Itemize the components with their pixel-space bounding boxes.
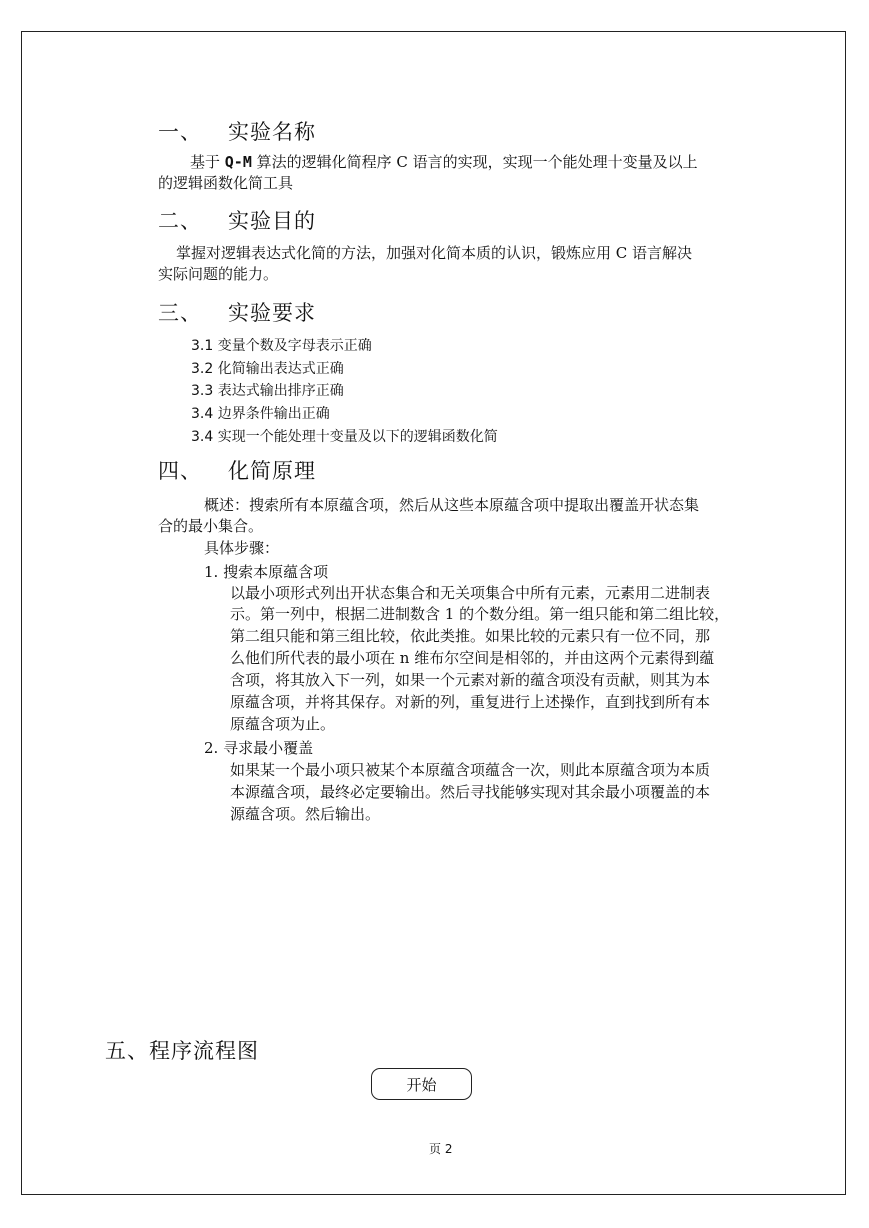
step1-line: 原蕴含项为止。	[230, 715, 336, 733]
section-heading-2	[158, 205, 316, 235]
overview-line1: 概述：搜索所有本原蕴含项，然后从这些本原蕴含项中提取出覆盖开状态集	[204, 496, 700, 514]
section-title: 实验目的	[228, 209, 316, 233]
purpose-line2: 实际问题的能力。	[158, 265, 279, 283]
requirement-item: 3.3 表达式输出排序正确	[191, 383, 344, 399]
section-heading-4	[158, 455, 316, 485]
section-heading-1	[158, 116, 316, 146]
steps-label: 具体步骤：	[204, 539, 280, 557]
step1-title: 1. 搜索本原蕴含项	[204, 563, 329, 581]
text-fragment: 算法的逻辑化简程序 C 语言的实现，实现一个能处理十变量及以上	[251, 153, 698, 171]
section-heading-3	[158, 297, 316, 327]
step2-line: 本源蕴含项，最终必定要输出。然后寻找能够实现对其余最小项覆盖的本	[230, 783, 711, 801]
section-number: 二、	[158, 209, 202, 233]
step1-line: 原蕴含项，并将其保存。对新的列，重复进行上述操作，直到找到所有本	[230, 693, 711, 711]
text-fragment: 基于	[190, 153, 225, 171]
step2-line: 如果某一个最小项只被某个本原蕴含项蕴含一次，则此本原蕴含项为本质	[230, 761, 711, 779]
section-title: 实验要求	[228, 301, 316, 325]
purpose-line1: 掌握对逻辑表达式化简的方法，加强对化简本质的认识，锻炼应用 C 语言解决	[176, 244, 693, 262]
exp-name-line1	[190, 152, 698, 172]
step1-line: 含项，将其放入下一列，如果一个元素对新的蕴含项没有贡献，则其为本	[230, 671, 711, 689]
algo-name: Q-M	[224, 153, 252, 171]
requirement-item: 3.2 化简输出表达式正确	[191, 361, 344, 377]
flowchart-node-label: 开始	[406, 1075, 437, 1094]
step2-line: 源蕴含项。然后输出。	[230, 805, 381, 823]
section-number: 四、	[158, 459, 202, 483]
step1-line: 以最小项形式列出开状态集合和无关项集合中所有元素，元素用二进制表	[230, 584, 711, 602]
section-number: 一、	[158, 120, 202, 144]
requirement-item: 3.4 边界条件输出正确	[191, 406, 330, 422]
step2-title: 2. 寻求最小覆盖	[204, 739, 314, 757]
requirement-item: 3.1 变量个数及字母表示正确	[191, 338, 372, 354]
step1-line: 么他们所代表的最小项在 n 维布尔空间是相邻的，并由这两个元素得到蕴	[230, 649, 715, 667]
flowchart-start-node	[371, 1068, 472, 1100]
exp-name-line2: 的逻辑函数化简工具	[158, 174, 294, 192]
requirement-item: 3.4 实现一个能处理十变量及以下的逻辑函数化简	[191, 429, 498, 445]
overview-line2: 合的最小集合。	[158, 517, 264, 535]
section-number: 三、	[158, 301, 202, 325]
section-title: 化简原理	[228, 459, 316, 483]
section-heading-5: 五、程序流程图	[105, 1039, 259, 1063]
page-number: 页 2	[429, 1142, 453, 1156]
step1-line: 示。第一列中，根据二进制数含 1 的个数分组。第一组只能和第二组比较，	[230, 605, 730, 623]
step1-line: 第二组只能和第三组比较，依此类推。如果比较的元素只有一位不同，那	[230, 627, 711, 645]
section-title: 实验名称	[228, 120, 316, 144]
